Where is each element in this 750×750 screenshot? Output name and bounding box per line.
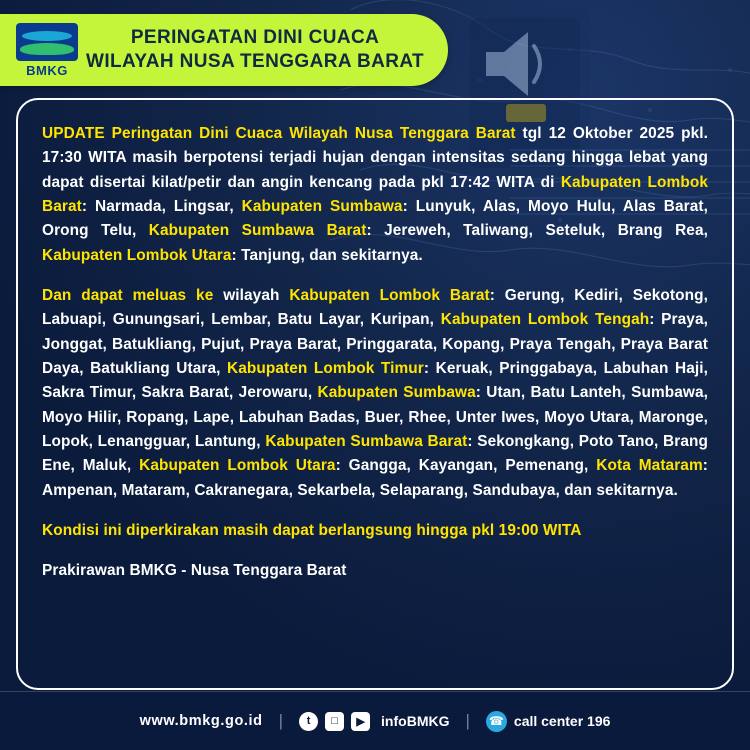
youtube-icon[interactable]: ▶ bbox=[351, 712, 370, 731]
forecaster-signature: Prakirawan BMKG - Nusa Tenggara Barat bbox=[42, 562, 347, 580]
instagram-icon[interactable]: □ bbox=[325, 712, 344, 731]
phone-icon: ☎ bbox=[486, 711, 507, 732]
footer-divider-2: | bbox=[465, 711, 470, 730]
warning-body-text bbox=[42, 122, 708, 584]
call-center-label: call center 196 bbox=[513, 713, 611, 729]
page-title-line1: PERINGATAN DINI CUACA bbox=[130, 26, 380, 48]
header-banner bbox=[0, 14, 448, 86]
social-links[interactable] bbox=[299, 712, 449, 731]
bmkg-logo bbox=[0, 14, 86, 86]
warning-paragraph-2: Dan dapat meluas ke wilayah Kabupaten Lombok Barat: Gerung, Kediri, Sekotong, Labuapi, Gunungsari, Lembar, Batu Layar, Kuripan, Kabupaten Lombok Tengah: Praya, Jonggat, Batukliang, Pujut, Praya Barat, Pringgarata, Kopang, Praya Tengah, Praya Barat Daya, Batukliang Utara, Kabupaten Lombok Timur: Keruak, Pringgabaya, Labuhan Haji, Sakra Timur, Sakra Barat, Jerowaru, Kabupaten Sumbawa: Utan, Batu Lanteh, Sumbawa, Moyo Hilir, Ropang, Lape, Labuhan Badas, Buer, Rhee, Unter Iwes, Moyo Utara, Maronge, Lopok, Lenangguar, Lantung, Kabupaten Sumbawa Barat: Sekongkang, Poto Tano, Brang Ene, Maluk, Kabupaten Lombok Utara: Gangga, Kayangan, Pemenang, Kota Mataram: Ampenan, Mataram, Cakranegara, Sekarbela, Selaparang, Sandubaya, dan sekitarnya. bbox=[42, 286, 708, 499]
warning-content-card bbox=[16, 98, 734, 690]
bmkg-logo-icon bbox=[16, 23, 78, 61]
call-center bbox=[486, 711, 611, 732]
page-title bbox=[86, 26, 452, 75]
warning-paragraph-3: Kondisi ini diperkirakan masih dapat berlangsung hingga pkl 19:00 WITA bbox=[42, 521, 582, 539]
footer-bar bbox=[0, 691, 750, 750]
bmkg-logo-text: BMKG bbox=[26, 62, 68, 78]
footer-divider-1: | bbox=[278, 711, 284, 730]
warning-paragraph-1: UPDATE Peringatan Dini Cuaca Wilayah Nusa Tenggara Barat tgl 12 Oktober 2025 pkl. 17:30 WITA masih berpotensi terjadi hujan dengan intensitas sedang hingga lebat yang dapat disertai kilat/petir dan angin kencang pada pkl 17:42 WITA di Kabupaten Lombok Barat: Narmada, Lingsar, Kabupaten Sumbawa: Lunyuk, Alas, Moyo Hulu, Alas Barat, Orong Telu, Kabupaten Sumbawa Barat: Jereweh, Taliwang, Seteluk, Brang Rea, Kabupaten Lombok Utara: Tanjung, dan sekitarnya. bbox=[42, 125, 709, 264]
social-handle: infoBMKG bbox=[381, 713, 450, 729]
twitter-icon[interactable]: t bbox=[299, 712, 318, 731]
website-link[interactable]: www.bmkg.go.id bbox=[139, 713, 263, 729]
page-title-line2: WILAYAH NUSA TENGGARA BARAT bbox=[86, 51, 425, 72]
